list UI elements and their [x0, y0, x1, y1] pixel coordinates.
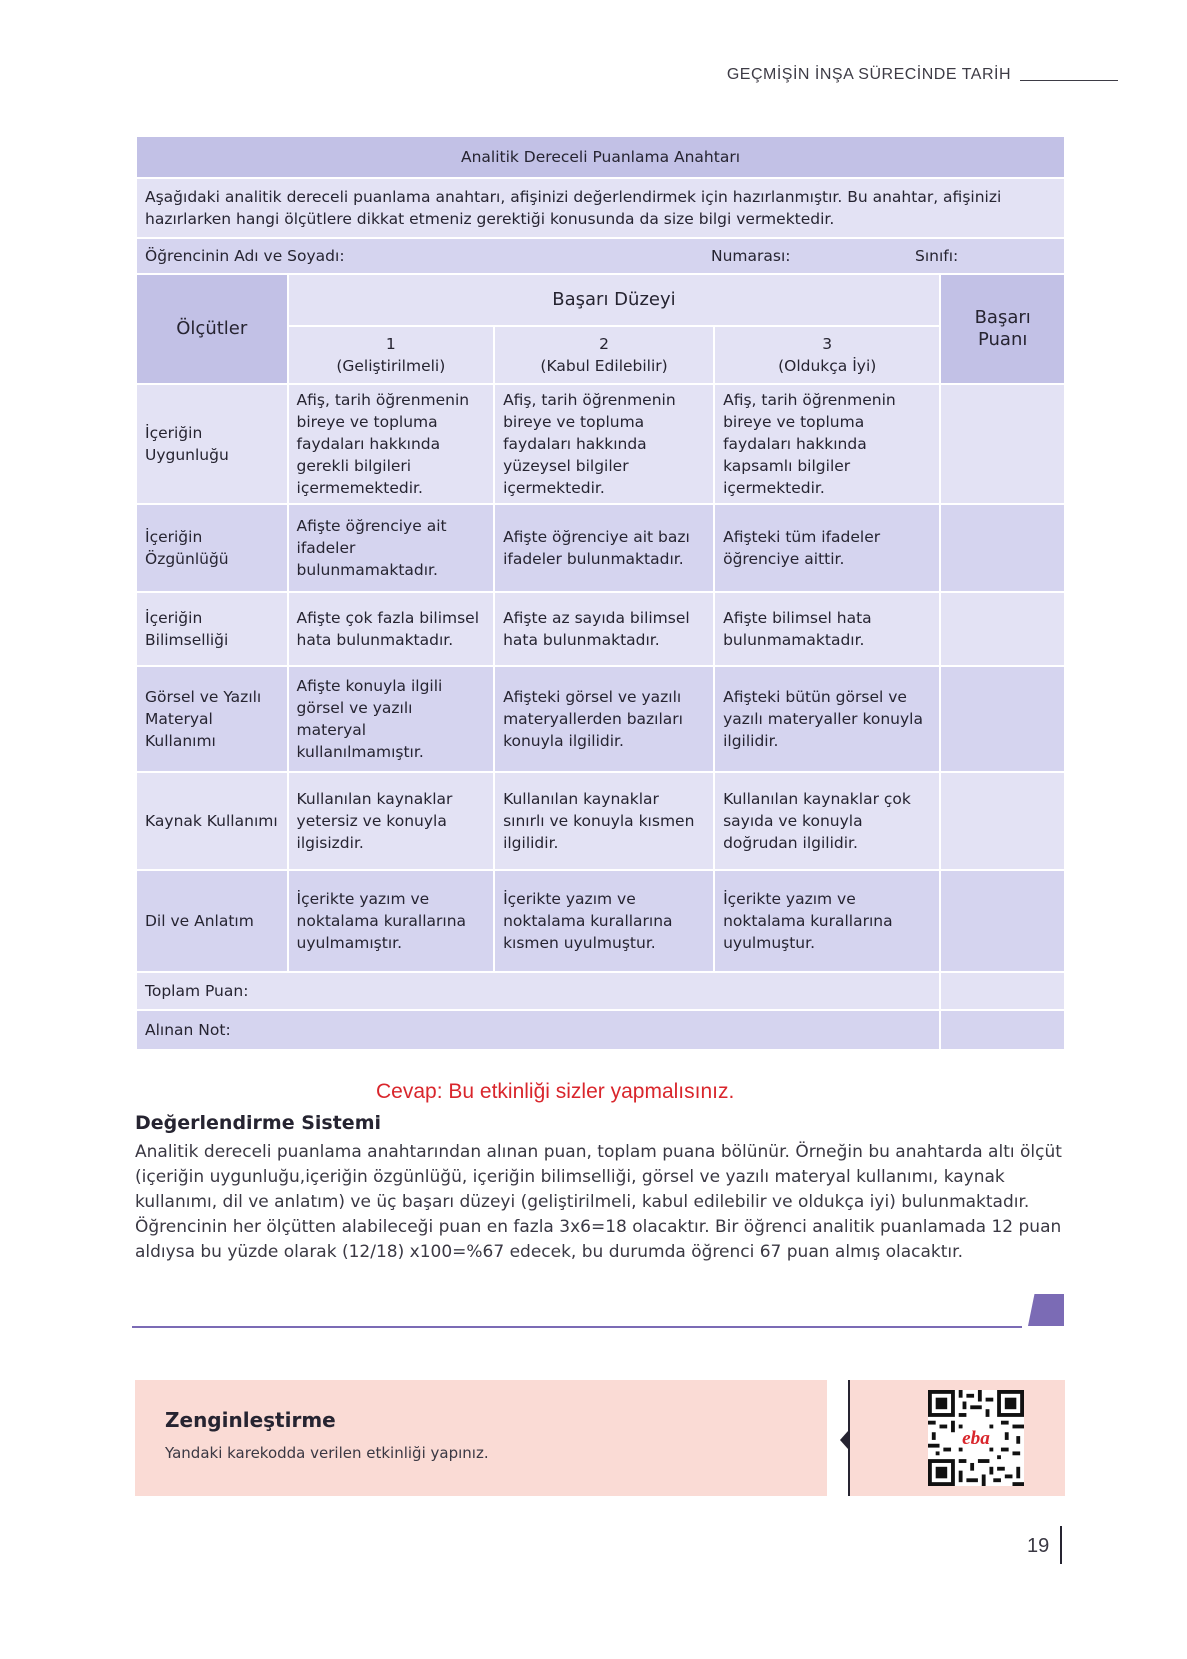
- criterion-label: İçeriğin Bilimselliği: [136, 592, 288, 666]
- student-info-row: [136, 238, 1065, 274]
- score-cell: [940, 592, 1065, 666]
- rubric-title: Analitik Dereceli Puanlama Anahtarı: [136, 136, 1065, 178]
- level-1-name: (Geliştirilmeli): [336, 357, 446, 375]
- qr-code-icon[interactable]: [928, 1390, 1024, 1486]
- score-cell: [940, 666, 1065, 772]
- level-2-cell: İçerikte yazım ve noktalama kurallarına kısmen uyulmuştur.: [494, 870, 714, 972]
- success-level-header: Başarı Düzeyi: [288, 274, 941, 326]
- level-1-cell: Kullanılan kaynaklar yetersiz ve konuyla ilgisizdir.: [288, 772, 495, 870]
- score-cell: [940, 870, 1065, 972]
- level-3-header: [714, 326, 940, 384]
- page-number: 19: [1027, 1535, 1050, 1557]
- criterion-label: Kaynak Kullanımı: [136, 772, 288, 870]
- page-number-bar: [1060, 1526, 1062, 1564]
- score-cell: [940, 504, 1065, 592]
- enrichment-box: [135, 1380, 1065, 1496]
- level-2-number: 2: [599, 335, 610, 353]
- table-row: [136, 592, 1065, 666]
- score-header: Başarı Puanı: [940, 274, 1065, 384]
- criterion-label: İçeriğin Özgünlüğü: [136, 504, 288, 592]
- section-divider: [132, 1326, 1022, 1328]
- level-1-number: 1: [385, 335, 396, 353]
- student-number-label: Numarası:: [711, 247, 791, 265]
- header-rule: [1020, 80, 1118, 81]
- table-row: [136, 384, 1065, 504]
- enrichment-notch: [840, 1431, 848, 1449]
- grade-label: Alınan Not:: [136, 1010, 940, 1050]
- level-2-cell: Afişteki görsel ve yazılı materyallerden bazıları konuyla ilgilidir.: [494, 666, 714, 772]
- student-name-label: Öğrencinin Adı ve Soyadı:: [145, 247, 345, 265]
- level-3-cell: Afişte bilimsel hata bulunmamaktadır.: [714, 592, 940, 666]
- level-3-cell: Afişteki tüm ifadeler öğrenciye aittir.: [714, 504, 940, 592]
- score-cell: [940, 384, 1065, 504]
- criterion-label: Dil ve Anlatım: [136, 870, 288, 972]
- evaluation-title: Değerlendirme Sistemi: [135, 1112, 382, 1134]
- rubric-table: [135, 135, 1066, 1051]
- level-3-number: 3: [822, 335, 833, 353]
- eba-logo: eba: [962, 1427, 990, 1449]
- student-class-label: Sınıfı:: [915, 247, 959, 265]
- evaluation-text: Analitik dereceli puanlama anahtarından alınan puan, toplam puana bölünür. Örneğin bu anahtarda altı ölçüt (içeriğin uygunluğu,içeriğin özgünlüğü, içeriğin bilimselliği, görsel ve yazılı materyal kullanımı, kaynak kullanımı, dil ve anlatım) ve üç başarı düzeyi (geliştirilmeli, kabul edilebilir ve oldukça iyi) bulunmaktadır. Öğrencinin her ölçütten alabileceği puan en fazla 3x6=18 olacaktır. Bir öğrenci analitik puanlamada 12 puan aldıysa bu yüzde olarak (12/18) x100=%67 edecek, bu durumda öğrenci 67 puan almış olacaktır.: [135, 1142, 1062, 1262]
- table-row: [136, 870, 1065, 972]
- level-2-cell: Afişte öğrenciye ait bazı ifadeler bulunmaktadır.: [494, 504, 714, 592]
- total-score-cell: [940, 972, 1065, 1010]
- table-row: [136, 666, 1065, 772]
- level-1-cell: Afişte çok fazla bilimsel hata bulunmaktadır.: [288, 592, 495, 666]
- level-2-cell: Afişte az sayıda bilimsel hata bulunmaktadır.: [494, 592, 714, 666]
- level-1-header: [288, 326, 495, 384]
- enrichment-text: Yandaki karekodda verilen etkinliği yapınız.: [165, 1444, 489, 1462]
- level-3-cell: Afişteki bütün görsel ve yazılı materyaller konuyla ilgilidir.: [714, 666, 940, 772]
- level-2-cell: Afiş, tarih öğrenmenin bireye ve topluma faydaları hakkında yüzeysel bilgiler içermektedir.: [494, 384, 714, 504]
- grade-cell: [940, 1010, 1065, 1050]
- total-score-label: Toplam Puan:: [136, 972, 940, 1010]
- enrichment-separator: [848, 1380, 850, 1496]
- running-header-title: GEÇMİŞİN İNŞA SÜRECİNDE TARİH: [726, 66, 1011, 83]
- level-1-cell: Afişte konuyla ilgili görsel ve yazılı materyal kullanılmamıştır.: [288, 666, 495, 772]
- level-1-cell: İçerikte yazım ve noktalama kurallarına uyulmamıştır.: [288, 870, 495, 972]
- table-row: [136, 772, 1065, 870]
- level-3-cell: Kullanılan kaynaklar çok sayıda ve konuyla doğrudan ilgilidir.: [714, 772, 940, 870]
- level-3-name: (Oldukça İyi): [778, 357, 877, 375]
- level-1-cell: Afişte öğrenciye ait ifadeler bulunmamaktadır.: [288, 504, 495, 592]
- level-3-cell: İçerikte yazım ve noktalama kurallarına uyulmuştur.: [714, 870, 940, 972]
- criterion-label: İçeriğin Uygunluğu: [136, 384, 288, 504]
- table-row: [136, 504, 1065, 592]
- level-1-cell: Afiş, tarih öğrenmenin bireye ve topluma faydaları hakkında gerekli bilgileri içermemektedir.: [288, 384, 495, 504]
- enrichment-title: Zenginleştirme: [165, 1408, 336, 1432]
- rubric-intro: Aşağıdaki analitik dereceli puanlama anahtarı, afişinizi değerlendirmek için hazırlanmıştır. Bu anahtar, afişinizi hazırlarken hangi ölçütlere dikkat etmeniz gerektiği konusunda da size bilgi vermektedir.: [136, 178, 1065, 238]
- criterion-label: Görsel ve Yazılı Materyal Kullanımı: [136, 666, 288, 772]
- criteria-header: Ölçütler: [136, 274, 288, 384]
- level-2-header: [494, 326, 714, 384]
- level-2-cell: Kullanılan kaynaklar sınırlı ve konuyla kısmen ilgilidir.: [494, 772, 714, 870]
- score-cell: [940, 772, 1065, 870]
- level-3-cell: Afiş, tarih öğrenmenin bireye ve topluma faydaları hakkında kapsamlı bilgiler içermektedir.: [714, 384, 940, 504]
- corner-tab-decoration: [1028, 1294, 1064, 1326]
- answer-note: Cevap: Bu etkinliği sizler yapmalısınız.: [376, 1080, 735, 1103]
- level-2-name: (Kabul Edilebilir): [540, 357, 668, 375]
